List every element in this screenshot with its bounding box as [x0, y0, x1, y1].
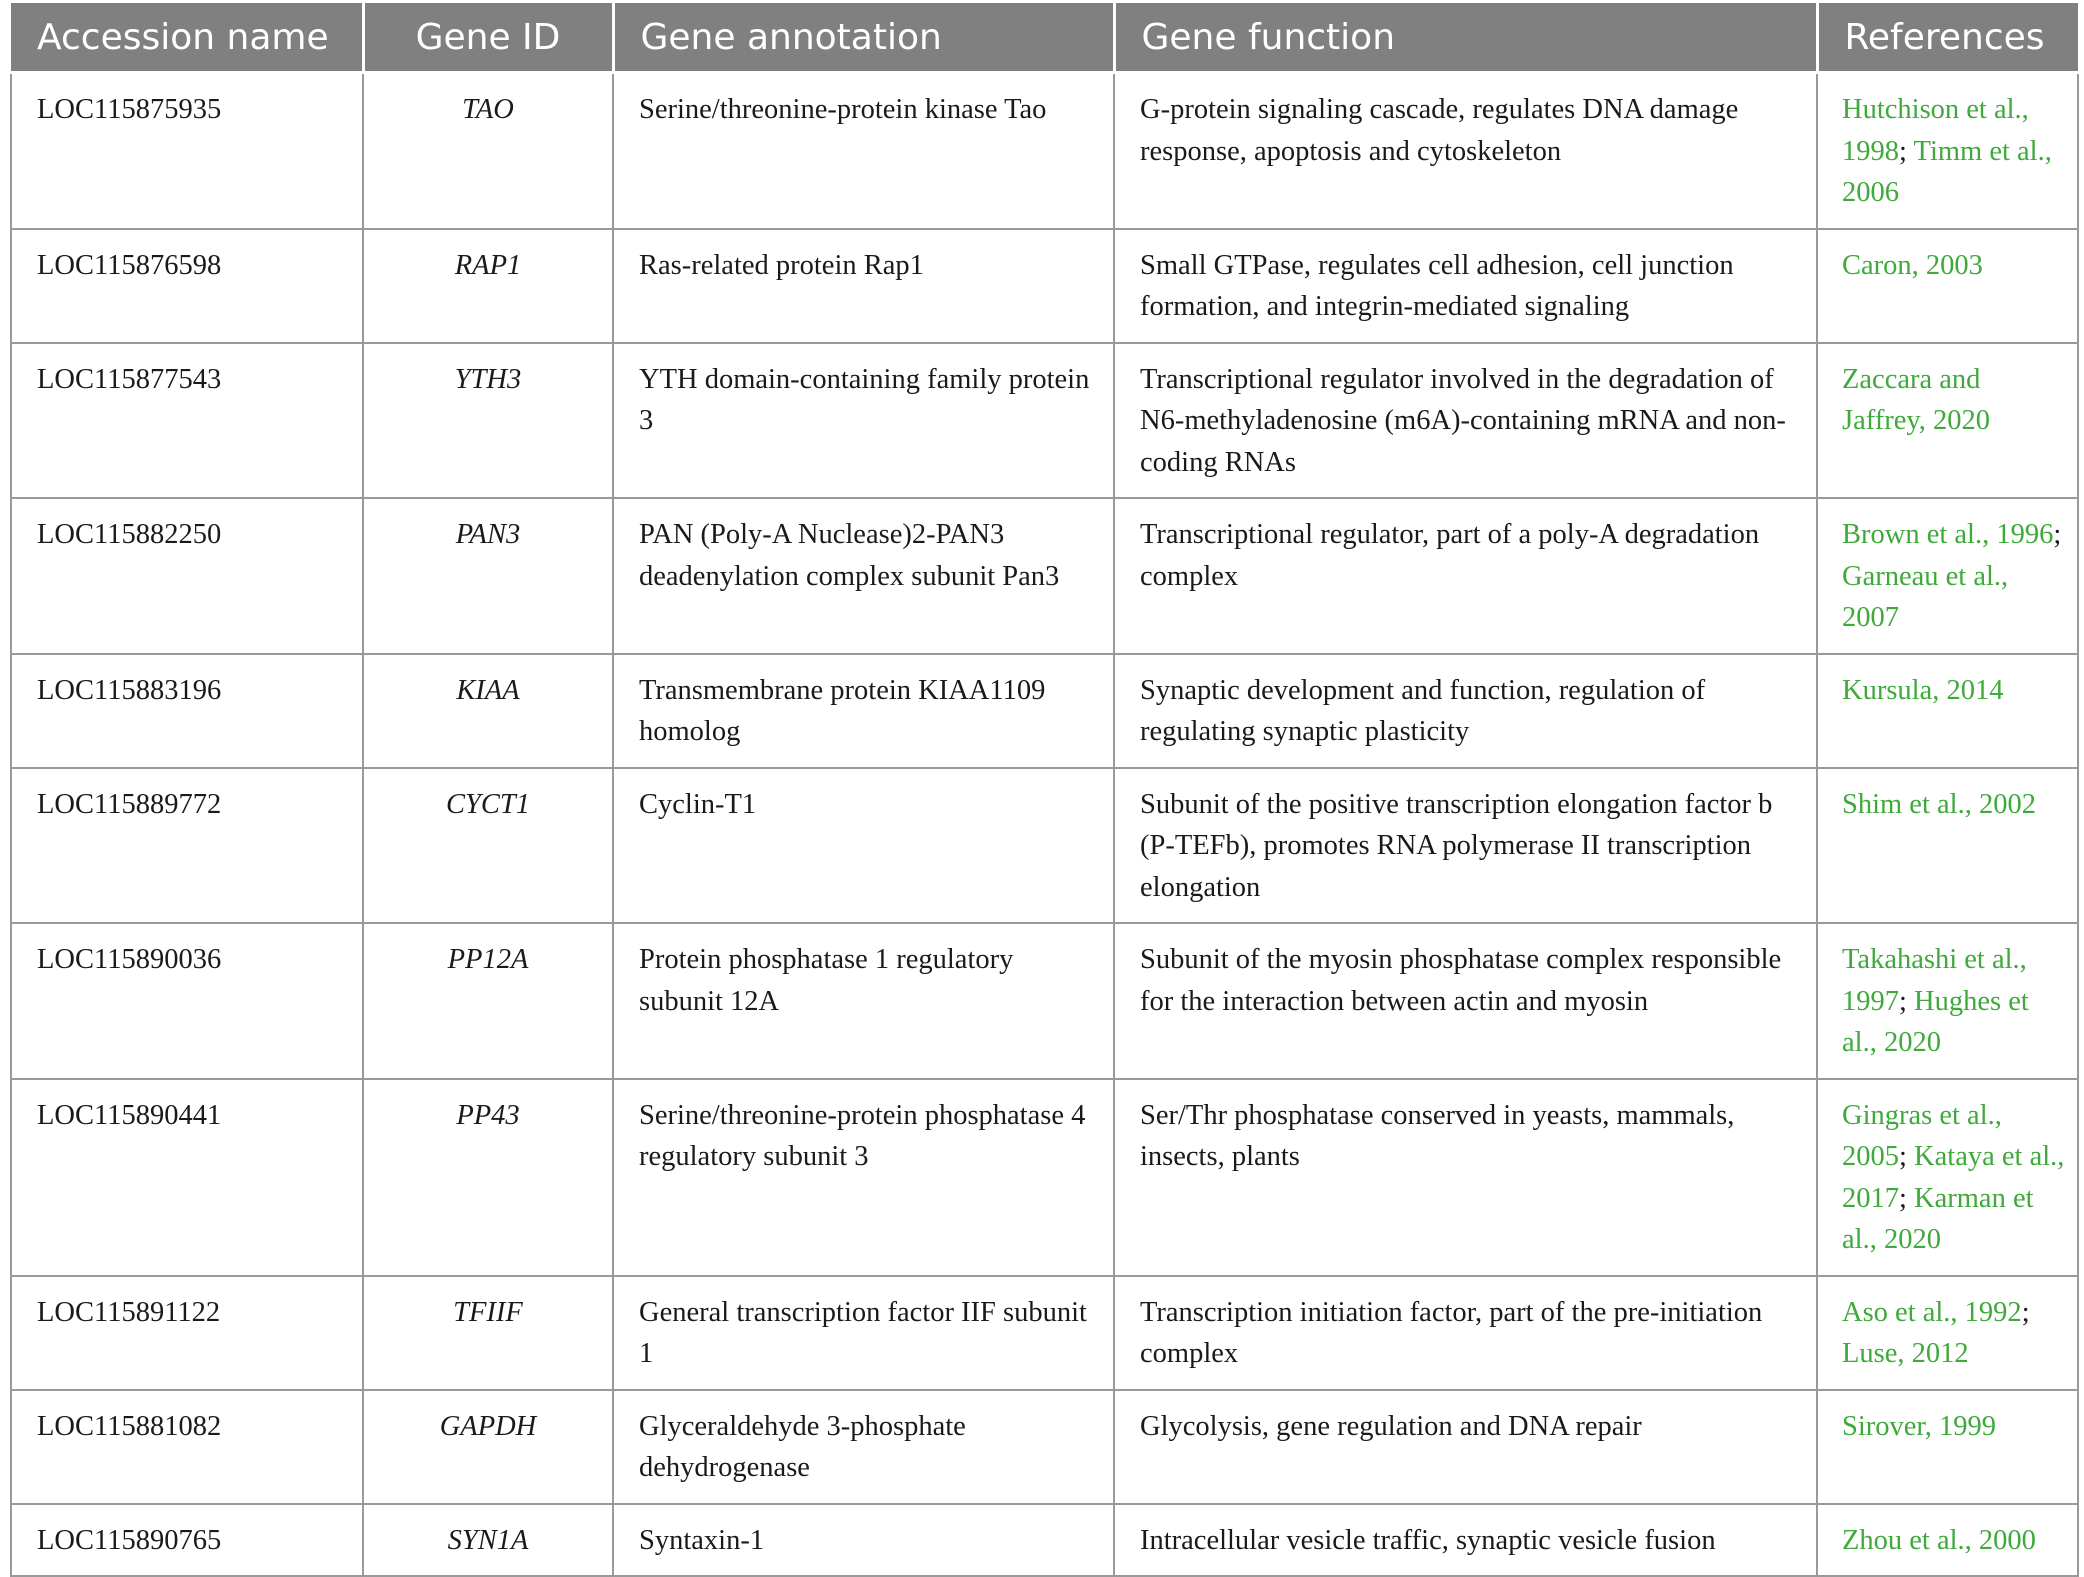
reference-separator: ;: [1899, 135, 1914, 167]
reference-separator: ;: [1899, 985, 1915, 1017]
references-cell: [1817, 498, 2078, 654]
gene-annotation-cell: Serine/threonine-protein phosphatase 4 regulatory subunit 3: [613, 1079, 1114, 1276]
reference-link[interactable]: Zhou et al., 2000: [1842, 1524, 2036, 1556]
table-row: [11, 923, 2078, 1079]
gene-id-cell: RAP1: [363, 229, 613, 343]
table-row: [11, 229, 2078, 343]
references-cell: [1817, 1079, 2078, 1276]
references-cell: [1817, 1276, 2078, 1390]
references-cell: [1817, 768, 2078, 924]
gene-function-cell: Intracellular vesicle traffic, synaptic vesicle fusion: [1114, 1504, 1817, 1577]
table-row: [11, 768, 2078, 924]
accession-name-cell: LOC115890441: [11, 1079, 363, 1276]
accession-name-cell: LOC115875935: [11, 73, 363, 229]
accession-name-cell: LOC115890036: [11, 923, 363, 1079]
gene-function-cell: Subunit of the myosin phosphatase complex responsible for the interaction between actin and myosin: [1114, 923, 1817, 1079]
gene-id-cell: TAO: [363, 73, 613, 229]
references-cell: [1817, 229, 2078, 343]
gene-id-cell: SYN1A: [363, 1504, 613, 1577]
reference-link[interactable]: Luse, 2012: [1842, 1338, 1969, 1369]
references-cell: [1817, 1504, 2078, 1577]
gene-id-cell: YTH3: [363, 343, 613, 499]
table-row: [11, 1390, 2078, 1504]
gene-function-cell: Transcription initiation factor, part of the pre-initiation complex: [1114, 1276, 1817, 1390]
reference-link[interactable]: Brown et al., 1996: [1842, 519, 2054, 550]
gene-function-cell: Ser/Thr phosphatase conserved in yeasts, mammals, insects, plants: [1114, 1079, 1817, 1276]
reference-link[interactable]: Timm et al., 2006: [1842, 135, 2052, 208]
gene-annotation-cell: YTH domain-containing family protein 3: [613, 343, 1114, 499]
table-header-row: [11, 3, 2078, 73]
gene-function-cell: Transcriptional regulator, part of a poly-A degradation complex: [1114, 498, 1817, 654]
reference-link[interactable]: Kursula, 2014: [1842, 674, 2004, 706]
reference-separator: ;: [2053, 519, 2062, 550]
references-cell: [1817, 923, 2078, 1079]
table-row: [11, 343, 2078, 499]
header-accession-name: Accession name: [11, 3, 363, 73]
reference-separator: ;: [2021, 1296, 2030, 1328]
table-row: [11, 1504, 2078, 1577]
accession-name-cell: LOC115890765: [11, 1504, 363, 1577]
reference-link[interactable]: Hutchison et al., 1998: [1842, 94, 2029, 167]
gene-annotation-cell: Ras-related protein Rap1: [613, 229, 1114, 343]
reference-link[interactable]: Gingras et al., 2005: [1842, 1099, 2002, 1172]
accession-name-cell: LOC115877543: [11, 343, 363, 499]
gene-id-cell: PAN3: [363, 498, 613, 654]
accession-name-cell: LOC115881082: [11, 1390, 363, 1504]
reference-link[interactable]: Shim et al., 2002: [1842, 788, 2036, 820]
header-gene-id: Gene ID: [363, 3, 613, 73]
gene-function-cell: Synaptic development and function, regulation of regulating synaptic plasticity: [1114, 654, 1817, 768]
gene-function-cell: Glycolysis, gene regulation and DNA repair: [1114, 1390, 1817, 1504]
table-row: [11, 73, 2078, 229]
accession-name-cell: LOC115891122: [11, 1276, 363, 1390]
reference-link[interactable]: Sirover, 1999: [1842, 1410, 1997, 1442]
table-row: [11, 654, 2078, 768]
reference-link[interactable]: Hughes et al., 2020: [1842, 985, 2029, 1058]
header-references: References: [1817, 3, 2078, 73]
reference-link[interactable]: Kataya et al., 2017: [1842, 1141, 2065, 1214]
gene-annotation-cell: Protein phosphatase 1 regulatory subunit 12A: [613, 923, 1114, 1079]
reference-separator: ;: [1899, 1141, 1915, 1172]
reference-separator: ;: [1899, 1182, 1915, 1214]
gene-table-container: [10, 3, 2077, 1577]
gene-annotation-cell: Cyclin-T1: [613, 768, 1114, 924]
gene-id-cell: PP43: [363, 1079, 613, 1276]
table-body: [11, 73, 2078, 1577]
gene-annotation-cell: Glyceraldehyde 3-phosphate dehydrogenase: [613, 1390, 1114, 1504]
gene-table: [10, 3, 2079, 1577]
gene-annotation-cell: Syntaxin-1: [613, 1504, 1114, 1577]
reference-link[interactable]: Takahashi et al., 1997: [1842, 944, 2027, 1017]
gene-id-cell: TFIIF: [363, 1276, 613, 1390]
reference-link[interactable]: Karman et al., 2020: [1842, 1182, 2034, 1255]
header-gene-annotation: Gene annotation: [613, 3, 1114, 73]
gene-annotation-cell: Serine/threonine-protein kinase Tao: [613, 73, 1114, 229]
gene-function-cell: G-protein signaling cascade, regulates DNA damage response, apoptosis and cytoskeleton: [1114, 73, 1817, 229]
gene-function-cell: Transcriptional regulator involved in the degradation of N6-methyladenosine (m6A)-containing mRNA and non-coding RNAs: [1114, 343, 1817, 499]
table-row: [11, 498, 2078, 654]
reference-link[interactable]: Caron, 2003: [1842, 249, 1983, 281]
gene-function-cell: Small GTPase, regulates cell adhesion, cell junction formation, and integrin-mediated signaling: [1114, 229, 1817, 343]
reference-link[interactable]: Zaccara and Jaffrey, 2020: [1842, 363, 1990, 436]
references-cell: [1817, 654, 2078, 768]
gene-annotation-cell: General transcription factor IIF subunit 1: [613, 1276, 1114, 1390]
references-cell: [1817, 73, 2078, 229]
reference-link[interactable]: Garneau et al., 2007: [1842, 560, 2009, 633]
gene-function-cell: Subunit of the positive transcription elongation factor b (P-TEFb), promotes RNA polymerase II transcription elongation: [1114, 768, 1817, 924]
gene-annotation-cell: PAN (Poly-A Nuclease)2-PAN3 deadenylation complex subunit Pan3: [613, 498, 1114, 654]
accession-name-cell: LOC115882250: [11, 498, 363, 654]
table-row: [11, 1276, 2078, 1390]
gene-id-cell: PP12A: [363, 923, 613, 1079]
accession-name-cell: LOC115889772: [11, 768, 363, 924]
table-row: [11, 1079, 2078, 1276]
reference-link[interactable]: Aso et al., 1992: [1842, 1296, 2022, 1328]
gene-id-cell: KIAA: [363, 654, 613, 768]
gene-id-cell: GAPDH: [363, 1390, 613, 1504]
header-gene-function: Gene function: [1114, 3, 1817, 73]
accession-name-cell: LOC115883196: [11, 654, 363, 768]
gene-id-cell: CYCT1: [363, 768, 613, 924]
accession-name-cell: LOC115876598: [11, 229, 363, 343]
references-cell: [1817, 343, 2078, 499]
gene-annotation-cell: Transmembrane protein KIAA1109 homolog: [613, 654, 1114, 768]
references-cell: [1817, 1390, 2078, 1504]
